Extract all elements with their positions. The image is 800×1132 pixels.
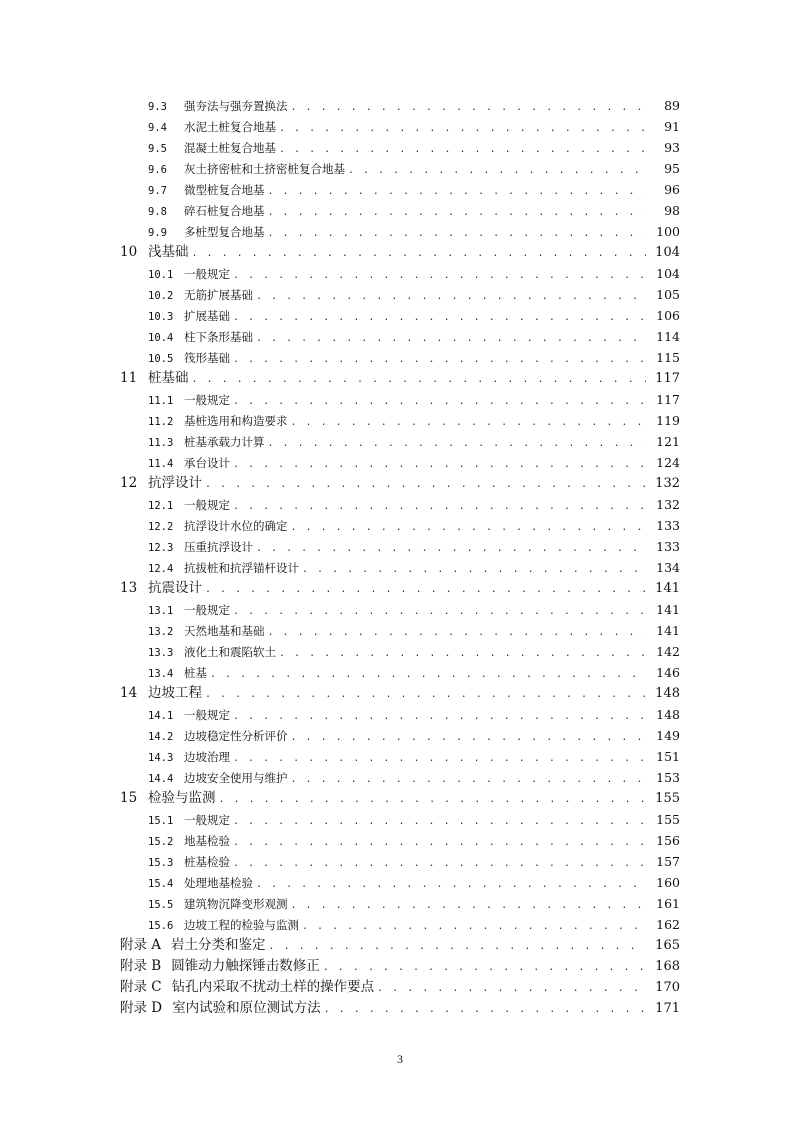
toc-entry-title: 一般规定 — [184, 267, 230, 281]
toc-entry-title: 处理地基检验 — [184, 876, 253, 890]
toc-entry — [0, 935, 800, 956]
toc-entry-page: 162 — [656, 917, 680, 932]
toc-entry — [0, 809, 800, 830]
toc-entry-page: 98 — [664, 203, 680, 218]
toc-entry-page: 151 — [656, 749, 680, 764]
toc-entry-page: 155 — [655, 791, 680, 806]
toc-entry-page: 95 — [664, 161, 680, 176]
toc-entry-number: 10.1 — [148, 269, 174, 281]
toc-entry-page: 171 — [655, 1001, 680, 1016]
toc-entry-title: 地基检验 — [184, 834, 230, 848]
toc-entry-title: 边坡治理 — [184, 750, 230, 764]
toc-entry-page: 96 — [664, 182, 680, 197]
toc-entry-number: 14 — [120, 685, 138, 701]
toc-leader-dots — [256, 874, 646, 895]
toc-entry-title: 边坡稳定性分析评价 — [184, 729, 288, 743]
toc-entry-title: 钻孔内采取不扰动土样的操作要点 — [171, 979, 375, 995]
toc-entry-title: 一般规定 — [184, 813, 230, 827]
toc-entry — [0, 410, 800, 431]
toc-entry-title: 碎石桩复合地基 — [184, 204, 265, 218]
toc-entry — [0, 305, 800, 326]
toc-entry — [0, 389, 800, 410]
toc-leader-dots — [192, 243, 647, 264]
toc-entry-page: 157 — [656, 854, 680, 869]
toc-entry-title: 建筑物沉降变形观测 — [184, 897, 288, 911]
toc-entry-page: 153 — [656, 770, 680, 785]
toc-leader-dots — [256, 286, 646, 307]
toc-leader-dots — [324, 999, 646, 1020]
toc-entry — [0, 956, 800, 977]
toc-entry-page: 132 — [656, 497, 680, 512]
toc-entry-number: 13.2 — [148, 626, 174, 638]
toc-entry — [0, 347, 800, 368]
toc-entry-number: 附录 A — [120, 937, 162, 953]
toc-entry-title: 天然地基和基础 — [184, 624, 265, 638]
page-number: 3 — [397, 1052, 403, 1066]
toc-entry-number: 15.2 — [148, 836, 174, 848]
toc-entry-title: 一般规定 — [184, 498, 230, 512]
toc-leader-dots — [279, 139, 646, 160]
toc-entry-title: 压重抗浮设计 — [184, 540, 253, 554]
toc-entry-page: 106 — [656, 308, 680, 323]
toc-entry-number: 9.9 — [148, 227, 167, 239]
toc-entry-title: 柱下条形基础 — [184, 330, 253, 344]
toc-leader-dots — [291, 97, 647, 118]
toc-entry-number: 9.7 — [148, 185, 167, 197]
toc-entry — [0, 326, 800, 347]
toc-entry — [0, 452, 800, 473]
toc-entry-page: 117 — [655, 371, 680, 386]
toc-entry — [0, 914, 800, 935]
toc-entry-title: 筏形基础 — [184, 351, 230, 365]
toc-entry-title: 扩展基础 — [184, 309, 230, 323]
toc-entry-page: 146 — [656, 665, 680, 680]
toc-entry — [0, 284, 800, 305]
toc-entry-title: 边坡工程的检验与监测 — [184, 918, 299, 932]
toc-entry-page: 121 — [656, 434, 680, 449]
toc-entry — [0, 851, 800, 872]
toc-entry-page: 148 — [656, 707, 680, 722]
toc-entry-number: 14.4 — [148, 773, 174, 785]
toc-leader-dots — [219, 789, 647, 810]
toc-entry — [0, 137, 800, 158]
toc-leader-dots — [268, 433, 647, 454]
toc-entry-title: 多桩型复合地基 — [184, 225, 265, 239]
toc-leader-dots — [210, 664, 646, 685]
toc-leader-dots — [233, 832, 646, 853]
toc-entry — [0, 494, 800, 515]
toc-entry-number: 14.3 — [148, 752, 174, 764]
toc-entry-title: 桩基础 — [148, 370, 189, 386]
toc-entry-page: 165 — [655, 938, 680, 953]
toc-entry — [0, 515, 800, 536]
toc-entry — [0, 662, 800, 683]
toc-entry — [0, 368, 800, 389]
toc-entry-title: 圆锥动力触探锤击数修正 — [171, 958, 320, 974]
toc-entry — [0, 641, 800, 662]
toc-entry-page: 168 — [655, 959, 680, 974]
toc-entry-number: 13.3 — [148, 647, 174, 659]
toc-leader-dots — [233, 454, 646, 475]
toc-entry-title: 抗浮设计 — [148, 475, 202, 491]
toc-leader-dots — [269, 936, 646, 957]
toc-entry-number: 13 — [120, 580, 138, 596]
toc-entry-title: 抗浮设计水位的确定 — [184, 519, 288, 533]
toc-leader-dots — [377, 978, 646, 999]
toc-leader-dots — [205, 579, 646, 600]
toc-entry-title: 桩基承载力计算 — [184, 435, 265, 449]
toc-entry-page: 93 — [664, 140, 680, 155]
toc-entry-number: 附录 D — [120, 1000, 163, 1016]
toc-entry — [0, 977, 800, 998]
toc-entry-number: 10.3 — [148, 311, 174, 323]
toc-entry-page: 148 — [655, 686, 680, 701]
toc-entry-page: 170 — [655, 980, 680, 995]
toc-entry — [0, 263, 800, 284]
toc-entry-title: 抗震设计 — [148, 580, 202, 596]
toc-entry-page: 142 — [656, 644, 680, 659]
toc-entry — [0, 746, 800, 767]
toc-entry-page: 89 — [664, 98, 680, 113]
toc-entry — [0, 473, 800, 494]
toc-entry-title: 无筋扩展基础 — [184, 288, 253, 302]
toc-entry-page: 124 — [656, 455, 680, 470]
toc-entry-page: 91 — [664, 119, 680, 134]
toc-entry-title: 水泥土桩复合地基 — [184, 120, 276, 134]
toc-leader-dots — [256, 328, 646, 349]
toc-leader-dots — [291, 517, 647, 538]
toc-entry-title: 边坡工程 — [148, 685, 202, 701]
toc-entry-number: 11.1 — [148, 395, 174, 407]
toc-entry — [0, 221, 800, 242]
toc-entry — [0, 557, 800, 578]
toc-leader-dots — [233, 601, 646, 622]
toc-entry-number: 12.4 — [148, 563, 174, 575]
toc-entry — [0, 788, 800, 809]
toc-entry-title: 抗拔桩和抗浮锚杆设计 — [184, 561, 299, 575]
toc-entry-title: 室内试验和原位测试方法 — [172, 1000, 321, 1016]
toc-entry — [0, 725, 800, 746]
table-of-contents — [0, 95, 800, 1019]
toc-entry-title: 边坡安全使用与维护 — [184, 771, 288, 785]
toc-entry-number: 11 — [120, 370, 138, 386]
toc-entry — [0, 599, 800, 620]
toc-leader-dots — [268, 223, 647, 244]
toc-entry-number: 10.4 — [148, 332, 174, 344]
toc-leader-dots — [233, 265, 646, 286]
toc-entry-number: 9.4 — [148, 122, 167, 134]
toc-entry — [0, 998, 800, 1019]
toc-entry-number: 10.2 — [148, 290, 174, 302]
toc-entry-title: 微型桩复合地基 — [184, 183, 265, 197]
toc-leader-dots — [233, 853, 646, 874]
toc-entry — [0, 893, 800, 914]
toc-leader-dots — [279, 643, 646, 664]
toc-leader-dots — [302, 559, 646, 580]
toc-entry — [0, 536, 800, 557]
toc-entry-page: 119 — [656, 413, 680, 428]
toc-entry-number: 11.4 — [148, 458, 174, 470]
toc-entry-number: 12 — [120, 475, 138, 491]
toc-entry — [0, 830, 800, 851]
toc-entry-page: 104 — [656, 266, 680, 281]
toc-entry-number: 15.4 — [148, 878, 174, 890]
toc-entry — [0, 620, 800, 641]
toc-entry-number: 11.3 — [148, 437, 174, 449]
toc-entry — [0, 683, 800, 704]
toc-leader-dots — [291, 895, 647, 916]
toc-entry-page: 156 — [656, 833, 680, 848]
toc-entry-page: 114 — [656, 329, 680, 344]
toc-entry-number: 附录 B — [120, 958, 162, 974]
toc-entry-page: 161 — [656, 896, 680, 911]
toc-leader-dots — [233, 706, 646, 727]
toc-entry — [0, 767, 800, 788]
toc-leader-dots — [233, 391, 646, 412]
toc-entry — [0, 158, 800, 179]
toc-entry-number: 9.3 — [148, 101, 167, 113]
toc-leader-dots — [205, 684, 646, 705]
toc-entry-number: 12.1 — [148, 500, 174, 512]
toc-entry-title: 一般规定 — [184, 393, 230, 407]
toc-entry-number: 12.3 — [148, 542, 174, 554]
toc-entry — [0, 242, 800, 263]
toc-leader-dots — [192, 369, 647, 390]
toc-entry — [0, 431, 800, 452]
toc-leader-dots — [268, 202, 647, 223]
toc-entry-number: 9.5 — [148, 143, 167, 155]
toc-entry-title: 混凝土桩复合地基 — [184, 141, 276, 155]
toc-entry-title: 承台设计 — [184, 456, 230, 470]
toc-leader-dots — [268, 181, 647, 202]
toc-leader-dots — [205, 474, 646, 495]
toc-leader-dots — [291, 412, 647, 433]
toc-entry-page: 133 — [656, 518, 680, 533]
toc-entry-page: 132 — [655, 476, 680, 491]
toc-entry-title: 桩基 — [184, 666, 207, 680]
toc-entry-page: 141 — [656, 602, 680, 617]
toc-entry-number: 10 — [120, 244, 138, 260]
toc-entry-page: 155 — [656, 812, 680, 827]
toc-leader-dots — [233, 496, 646, 517]
toc-leader-dots — [279, 118, 646, 139]
toc-entry — [0, 95, 800, 116]
toc-entry — [0, 179, 800, 200]
toc-leader-dots — [256, 538, 646, 559]
toc-entry-page: 149 — [656, 728, 680, 743]
toc-entry — [0, 116, 800, 137]
toc-entry-title: 一般规定 — [184, 603, 230, 617]
toc-entry-page: 115 — [656, 350, 680, 365]
toc-leader-dots — [268, 622, 647, 643]
toc-entry-title: 岩土分类和鉴定 — [171, 937, 266, 953]
toc-leader-dots — [233, 307, 646, 328]
toc-entry-title: 灰土挤密桩和土挤密桩复合地基 — [184, 162, 345, 176]
toc-entry-number: 14.1 — [148, 710, 174, 722]
toc-leader-dots — [291, 727, 647, 748]
toc-entry-title: 一般规定 — [184, 708, 230, 722]
toc-entry-page: 134 — [656, 560, 680, 575]
toc-entry-number: 9.8 — [148, 206, 167, 218]
toc-entry-page: 160 — [656, 875, 680, 890]
toc-entry — [0, 872, 800, 893]
toc-leader-dots — [233, 811, 646, 832]
toc-leader-dots — [302, 916, 646, 937]
toc-entry-number: 12.2 — [148, 521, 174, 533]
toc-entry — [0, 200, 800, 221]
toc-entry-page: 117 — [656, 392, 680, 407]
toc-entry-number: 15.1 — [148, 815, 174, 827]
toc-entry-title: 液化土和震陷软土 — [184, 645, 276, 659]
toc-leader-dots — [348, 160, 646, 181]
toc-entry-title: 桩基检验 — [184, 855, 230, 869]
toc-entry-number: 10.5 — [148, 353, 174, 365]
toc-entry-page: 105 — [656, 287, 680, 302]
toc-entry-title: 检验与监测 — [148, 790, 216, 806]
toc-leader-dots — [291, 769, 647, 790]
toc-entry-page: 104 — [655, 245, 680, 260]
toc-entry — [0, 578, 800, 599]
toc-entry-title: 强夯法与强夯置换法 — [184, 99, 288, 113]
toc-entry-number: 11.2 — [148, 416, 174, 428]
toc-entry-number: 13.4 — [148, 668, 174, 680]
toc-leader-dots — [323, 957, 646, 978]
toc-entry-page: 100 — [656, 224, 680, 239]
toc-entry-title: 浅基础 — [148, 244, 189, 260]
toc-entry-number: 15.6 — [148, 920, 174, 932]
toc-entry-number: 15.5 — [148, 899, 174, 911]
toc-entry — [0, 704, 800, 725]
toc-entry-page: 141 — [655, 581, 680, 596]
toc-leader-dots — [233, 349, 646, 370]
toc-entry-page: 133 — [656, 539, 680, 554]
toc-entry-number: 13.1 — [148, 605, 174, 617]
toc-entry-number: 附录 C — [120, 979, 162, 995]
toc-entry-number: 15 — [120, 790, 138, 806]
toc-leader-dots — [233, 748, 646, 769]
toc-entry-title: 基桩选用和构造要求 — [184, 414, 288, 428]
toc-entry-page: 141 — [656, 623, 680, 638]
toc-entry-number: 9.6 — [148, 164, 167, 176]
toc-entry-number: 15.3 — [148, 857, 174, 869]
toc-entry-number: 14.2 — [148, 731, 174, 743]
